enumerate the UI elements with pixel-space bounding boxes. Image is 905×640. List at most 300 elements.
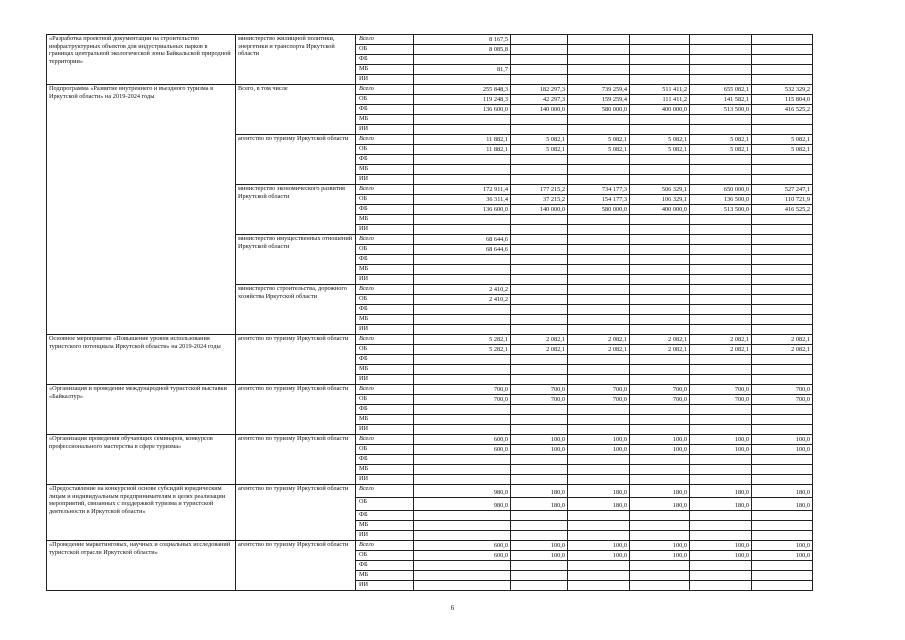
amount-cell <box>752 115 813 125</box>
amount-cell <box>630 305 690 315</box>
amount-cell <box>568 115 630 125</box>
amount-cell: 111 411,2 <box>630 95 690 105</box>
amount-cell: 180,0 <box>568 498 630 511</box>
amount-cell <box>568 315 630 325</box>
amount-cell <box>752 75 813 85</box>
amount-cell <box>511 285 568 295</box>
amount-cell <box>568 355 630 365</box>
amount-cell <box>752 465 813 475</box>
funding-source: Всего <box>356 541 414 551</box>
funding-source: ОБ <box>356 345 414 355</box>
funding-source: Всего <box>356 135 414 145</box>
amount-cell: 100,0 <box>568 435 630 445</box>
table-row <box>47 541 813 551</box>
amount-cell <box>414 75 511 85</box>
program-description: «Организация проведения обучающих семинаров, конкурсов профессионального мастерства в сфере туризма» <box>47 435 236 485</box>
amount-cell <box>752 315 813 325</box>
amount-cell <box>630 355 690 365</box>
amount-cell <box>568 425 630 435</box>
amount-cell <box>511 165 568 175</box>
amount-cell <box>752 255 813 265</box>
amount-cell <box>690 325 752 335</box>
funding-source: Всего <box>356 235 414 245</box>
amount-cell: 5 282,1 <box>414 345 511 355</box>
amount-cell <box>414 521 511 531</box>
amount-cell <box>511 65 568 75</box>
amount-cell <box>511 425 568 435</box>
table-row <box>47 85 813 95</box>
funding-source: ОБ <box>356 295 414 305</box>
amount-cell: 700,0 <box>511 385 568 395</box>
amount-cell <box>568 225 630 235</box>
amount-cell: 2 082,1 <box>630 345 690 355</box>
table-row <box>47 335 813 345</box>
amount-cell <box>414 255 511 265</box>
amount-cell <box>630 415 690 425</box>
amount-cell: 532 329,2 <box>752 85 813 95</box>
table-row <box>47 485 813 498</box>
amount-cell <box>752 275 813 285</box>
amount-cell: 141 582,1 <box>690 95 752 105</box>
budget-table-sheet <box>46 34 813 591</box>
amount-cell <box>752 265 813 275</box>
amount-cell <box>511 581 568 591</box>
amount-cell <box>511 521 568 531</box>
funding-source: МБ <box>356 65 414 75</box>
amount-cell <box>630 125 690 135</box>
amount-cell <box>630 265 690 275</box>
amount-cell <box>630 245 690 255</box>
table-row <box>47 435 813 445</box>
amount-cell: 110 721,9 <box>752 195 813 205</box>
amount-cell <box>690 275 752 285</box>
funding-source: МБ <box>356 165 414 175</box>
amount-cell <box>630 475 690 485</box>
amount-cell <box>568 175 630 185</box>
amount-cell <box>414 571 511 581</box>
amount-cell: 172 911,4 <box>414 185 511 195</box>
amount-cell <box>568 375 630 385</box>
amount-cell <box>568 275 630 285</box>
amount-cell <box>690 571 752 581</box>
amount-cell <box>630 295 690 305</box>
amount-cell <box>630 521 690 531</box>
amount-cell: 655 082,1 <box>690 85 752 95</box>
amount-cell: 700,0 <box>752 385 813 395</box>
amount-cell <box>690 475 752 485</box>
amount-cell: 42 297,3 <box>511 95 568 105</box>
amount-cell <box>414 455 511 465</box>
amount-cell <box>568 165 630 175</box>
amount-cell <box>752 55 813 65</box>
amount-cell <box>568 255 630 265</box>
amount-cell: 159 259,4 <box>568 95 630 105</box>
amount-cell <box>690 531 752 541</box>
amount-cell: 100,0 <box>752 551 813 561</box>
amount-cell: 100,0 <box>752 445 813 455</box>
amount-cell <box>690 155 752 165</box>
funding-source: МБ <box>356 265 414 275</box>
amount-cell: 136 500,0 <box>690 195 752 205</box>
amount-cell <box>511 35 568 45</box>
amount-cell: 5 282,1 <box>414 335 511 345</box>
funding-source: ОБ <box>356 95 414 105</box>
amount-cell <box>630 285 690 295</box>
amount-cell <box>690 255 752 265</box>
amount-cell <box>511 115 568 125</box>
responsible-executor: агентство по туризму Иркутской области <box>236 135 356 185</box>
amount-cell <box>752 175 813 185</box>
amount-cell <box>414 55 511 65</box>
amount-cell: 180,0 <box>690 485 752 498</box>
amount-cell <box>568 155 630 165</box>
amount-cell <box>690 365 752 375</box>
amount-cell: 100,0 <box>690 435 752 445</box>
amount-cell: 5 082,1 <box>511 135 568 145</box>
amount-cell <box>752 375 813 385</box>
amount-cell: 8 167,5 <box>414 35 511 45</box>
amount-cell <box>511 305 568 315</box>
amount-cell: 700,0 <box>568 395 630 405</box>
amount-cell <box>630 455 690 465</box>
amount-cell <box>414 465 511 475</box>
amount-cell <box>752 475 813 485</box>
amount-cell <box>752 165 813 175</box>
amount-cell <box>630 255 690 265</box>
funding-source: Всего <box>356 35 414 45</box>
amount-cell <box>511 375 568 385</box>
amount-cell: 100,0 <box>568 541 630 551</box>
amount-cell <box>752 245 813 255</box>
amount-cell <box>568 215 630 225</box>
amount-cell: 140 000,0 <box>511 105 568 115</box>
funding-source: ФБ <box>356 105 414 115</box>
amount-cell <box>752 235 813 245</box>
funding-source: МБ <box>356 571 414 581</box>
amount-cell <box>630 325 690 335</box>
amount-cell <box>511 455 568 465</box>
amount-cell <box>414 475 511 485</box>
amount-cell <box>414 531 511 541</box>
funding-source: ИИ <box>356 175 414 185</box>
amount-cell: 400 000,0 <box>630 105 690 115</box>
amount-cell <box>414 215 511 225</box>
responsible-executor: министерство экономического развития Иркутской области <box>236 185 356 235</box>
amount-cell: 177 215,2 <box>511 185 568 195</box>
amount-cell: 700,0 <box>630 395 690 405</box>
amount-cell: 513 500,0 <box>690 205 752 215</box>
funding-source: ФБ <box>356 205 414 215</box>
amount-cell <box>568 305 630 315</box>
amount-cell <box>414 415 511 425</box>
amount-cell <box>414 511 511 521</box>
amount-cell <box>511 465 568 475</box>
amount-cell <box>568 325 630 335</box>
amount-cell: 2 082,1 <box>568 335 630 345</box>
amount-cell <box>414 125 511 135</box>
amount-cell <box>630 215 690 225</box>
responsible-executor: министерство жилищной политики, энергетики и транспорта Иркутской области <box>236 35 356 85</box>
amount-cell <box>414 375 511 385</box>
funding-source: ИИ <box>356 531 414 541</box>
amount-cell: 136 600,0 <box>414 105 511 115</box>
amount-cell: 2 082,1 <box>690 335 752 345</box>
amount-cell <box>414 275 511 285</box>
amount-cell: 2 082,1 <box>511 335 568 345</box>
amount-cell <box>511 405 568 415</box>
amount-cell: 180,0 <box>568 485 630 498</box>
amount-cell: 68 644,6 <box>414 245 511 255</box>
funding-source: Всего <box>356 335 414 345</box>
funding-source: Всего <box>356 185 414 195</box>
amount-cell <box>568 511 630 521</box>
amount-cell <box>568 65 630 75</box>
amount-cell <box>511 225 568 235</box>
amount-cell <box>568 45 630 55</box>
program-description: «Проведение маркетинговых, научных и социальных исследований туристской отрасли Иркутской области» <box>47 541 236 591</box>
amount-cell: 511 411,2 <box>630 85 690 95</box>
amount-cell <box>630 365 690 375</box>
amount-cell <box>752 65 813 75</box>
amount-cell <box>511 155 568 165</box>
amount-cell <box>690 581 752 591</box>
amount-cell <box>511 415 568 425</box>
amount-cell <box>630 65 690 75</box>
funding-source: ОБ <box>356 498 414 511</box>
amount-cell <box>630 225 690 235</box>
amount-cell <box>511 245 568 255</box>
amount-cell <box>690 45 752 55</box>
amount-cell <box>630 405 690 415</box>
amount-cell <box>414 225 511 235</box>
amount-cell: 100,0 <box>630 541 690 551</box>
amount-cell <box>630 315 690 325</box>
amount-cell <box>752 561 813 571</box>
amount-cell <box>630 175 690 185</box>
amount-cell: 600,0 <box>414 435 511 445</box>
funding-source: ОБ <box>356 145 414 155</box>
amount-cell: 416 525,2 <box>752 205 813 215</box>
amount-cell <box>568 265 630 275</box>
amount-cell <box>568 365 630 375</box>
responsible-executor: агентство по туризму Иркутской области <box>236 435 356 485</box>
amount-cell: 5 082,1 <box>511 145 568 155</box>
amount-cell <box>690 165 752 175</box>
amount-cell <box>752 365 813 375</box>
amount-cell <box>568 285 630 295</box>
amount-cell <box>511 571 568 581</box>
amount-cell <box>752 325 813 335</box>
amount-cell: 2 082,1 <box>568 345 630 355</box>
table-row <box>47 385 813 395</box>
amount-cell: 2 082,1 <box>511 345 568 355</box>
amount-cell <box>511 255 568 265</box>
amount-cell <box>752 45 813 55</box>
amount-cell <box>690 561 752 571</box>
amount-cell <box>630 425 690 435</box>
amount-cell: 734 177,3 <box>568 185 630 195</box>
responsible-executor: министерство строительства, дорожного хозяйства Иркутской области <box>236 285 356 335</box>
amount-cell: 100,0 <box>511 445 568 455</box>
funding-source: ИИ <box>356 375 414 385</box>
amount-cell: 100,0 <box>690 551 752 561</box>
program-description: Основное мероприятие «Повышение уровня использования туристского потенциала Иркутской области» на 2019-2024 годы <box>47 335 236 385</box>
funding-source: МБ <box>356 521 414 531</box>
amount-cell <box>630 511 690 521</box>
amount-cell: 115 804,0 <box>752 95 813 105</box>
amount-cell: 700,0 <box>752 395 813 405</box>
amount-cell <box>568 295 630 305</box>
amount-cell <box>690 245 752 255</box>
amount-cell <box>568 531 630 541</box>
funding-source: ФБ <box>356 155 414 165</box>
amount-cell <box>511 355 568 365</box>
amount-cell <box>752 225 813 235</box>
amount-cell: 2 082,1 <box>752 345 813 355</box>
amount-cell: 513 500,0 <box>690 105 752 115</box>
program-description: «Разработка проектной документации на строительство инфраструктурных объектов для индустриальных парков в границах центральной экологической зоны Байкальской природной территории» <box>47 35 236 85</box>
responsible-executor: агентство по туризму Иркутской области <box>236 541 356 591</box>
funding-source: ИИ <box>356 275 414 285</box>
amount-cell <box>511 265 568 275</box>
amount-cell <box>752 511 813 521</box>
amount-cell <box>630 561 690 571</box>
amount-cell: 2 410,2 <box>414 285 511 295</box>
funding-source: ИИ <box>356 581 414 591</box>
funding-source: Всего <box>356 385 414 395</box>
amount-cell <box>630 75 690 85</box>
amount-cell: 100,0 <box>690 541 752 551</box>
amount-cell: 5 082,1 <box>752 135 813 145</box>
amount-cell <box>630 165 690 175</box>
funding-source: ФБ <box>356 561 414 571</box>
amount-cell: 5 082,1 <box>690 135 752 145</box>
funding-source: ФБ <box>356 255 414 265</box>
amount-cell: 2 082,1 <box>630 335 690 345</box>
amount-cell <box>568 235 630 245</box>
budget-table <box>46 34 813 591</box>
amount-cell: 600,0 <box>414 541 511 551</box>
amount-cell <box>511 561 568 571</box>
amount-cell <box>690 225 752 235</box>
amount-cell <box>690 65 752 75</box>
amount-cell <box>752 285 813 295</box>
amount-cell <box>568 35 630 45</box>
amount-cell: 119 248,3 <box>414 95 511 105</box>
amount-cell: 68 644,6 <box>414 235 511 245</box>
amount-cell <box>511 511 568 521</box>
funding-source: Всего <box>356 85 414 95</box>
amount-cell <box>568 475 630 485</box>
amount-cell: 980,0 <box>414 498 511 511</box>
amount-cell <box>511 45 568 55</box>
amount-cell: 580 000,0 <box>568 205 630 215</box>
amount-cell <box>414 581 511 591</box>
amount-cell <box>752 405 813 415</box>
amount-cell <box>690 511 752 521</box>
amount-cell: 37 215,2 <box>511 195 568 205</box>
amount-cell <box>568 561 630 571</box>
amount-cell: 5 082,1 <box>568 145 630 155</box>
amount-cell: 700,0 <box>630 385 690 395</box>
amount-cell: 700,0 <box>690 385 752 395</box>
amount-cell <box>511 295 568 305</box>
amount-cell: 154 177,3 <box>568 195 630 205</box>
amount-cell <box>511 235 568 245</box>
amount-cell <box>752 295 813 305</box>
amount-cell <box>414 405 511 415</box>
amount-cell <box>690 425 752 435</box>
amount-cell: 700,0 <box>414 395 511 405</box>
amount-cell: 100,0 <box>511 541 568 551</box>
amount-cell <box>630 571 690 581</box>
amount-cell <box>630 531 690 541</box>
amount-cell <box>690 285 752 295</box>
amount-cell <box>752 455 813 465</box>
funding-source: МБ <box>356 415 414 425</box>
amount-cell: 100,0 <box>568 551 630 561</box>
amount-cell: 11 882,1 <box>414 145 511 155</box>
amount-cell: 700,0 <box>690 395 752 405</box>
amount-cell <box>568 581 630 591</box>
funding-source: МБ <box>356 115 414 125</box>
amount-cell <box>414 355 511 365</box>
amount-cell <box>568 465 630 475</box>
funding-source: ИИ <box>356 325 414 335</box>
amount-cell: 5 082,1 <box>568 135 630 145</box>
amount-cell: 700,0 <box>511 395 568 405</box>
amount-cell <box>414 305 511 315</box>
funding-source: ФБ <box>356 305 414 315</box>
funding-source: ФБ <box>356 455 414 465</box>
responsible-executor: агентство по туризму Иркутской области <box>236 385 356 435</box>
funding-source: ФБ <box>356 55 414 65</box>
amount-cell: 5 082,1 <box>690 145 752 155</box>
amount-cell <box>752 425 813 435</box>
amount-cell <box>511 55 568 65</box>
amount-cell <box>568 55 630 65</box>
funding-source: ОБ <box>356 445 414 455</box>
amount-cell: 255 848,3 <box>414 85 511 95</box>
funding-source: МБ <box>356 465 414 475</box>
amount-cell: 100,0 <box>752 435 813 445</box>
amount-cell <box>690 315 752 325</box>
amount-cell <box>511 315 568 325</box>
funding-source: ИИ <box>356 475 414 485</box>
amount-cell <box>752 581 813 591</box>
amount-cell <box>568 245 630 255</box>
amount-cell: 2 410,2 <box>414 295 511 305</box>
amount-cell <box>511 531 568 541</box>
funding-source: ФБ <box>356 355 414 365</box>
amount-cell <box>690 295 752 305</box>
amount-cell <box>690 115 752 125</box>
amount-cell: 700,0 <box>414 385 511 395</box>
amount-cell <box>511 175 568 185</box>
program-description: Подпрограмма «Развитие внутреннего и въездного туризма в Иркутской области» на 2019-2024 годы <box>47 85 236 335</box>
amount-cell: 106 329,1 <box>630 195 690 205</box>
amount-cell <box>414 165 511 175</box>
amount-cell <box>690 125 752 135</box>
amount-cell <box>511 125 568 135</box>
amount-cell <box>414 425 511 435</box>
amount-cell: 700,0 <box>568 385 630 395</box>
amount-cell <box>752 415 813 425</box>
amount-cell <box>630 465 690 475</box>
amount-cell <box>690 405 752 415</box>
amount-cell: 980,0 <box>414 485 511 498</box>
amount-cell <box>630 45 690 55</box>
